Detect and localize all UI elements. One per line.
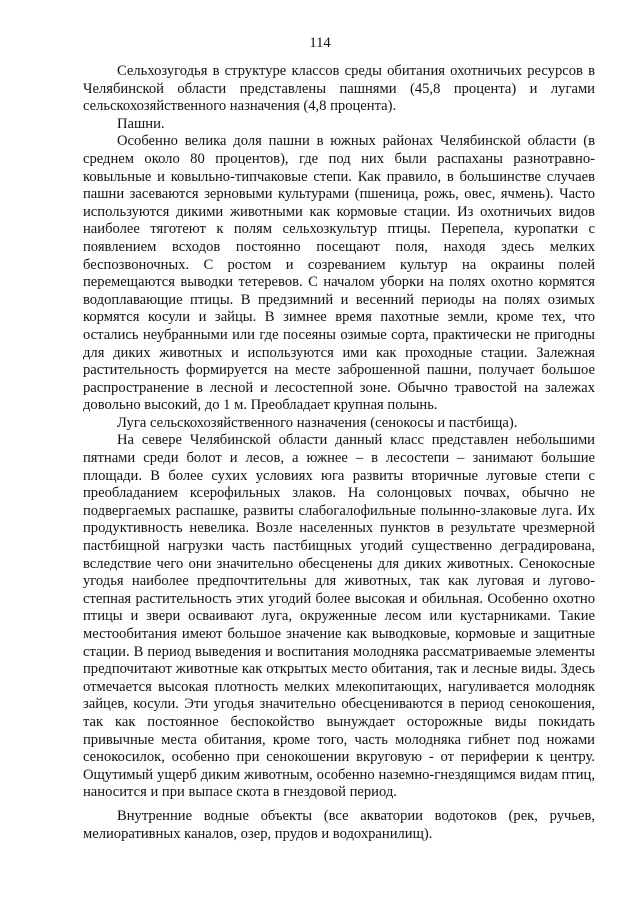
paragraph-meadows: На севере Челябинской области данный класс представлен небольшими пятнами среди болот и лесов, а южнее – в лесостепи – занимают большие площади. В более сухих условиях юга развиты вторичные луговые степи с преобладанием ксерофильных злаков. На солонцовых почвах, обычно не подвергаемых распашке, развиты слабогалофильные полынно-злаковые луга. Их продуктивность невелика. Возле населенных пунктов в результате чрезмерной пастбищной нагрузки часть пастбищных угодий существенно деградирована, вследствие чего они значительно обесценены для диких животных. Сенокосные угодья наиболее предпочтительны для животных, так как луговая и лугово-степная растительность этих угодий более высокая и обильная. Особенно охотно птицы и звери осваивают луга, окруженные лесом или кустарниками. Такие местообитания имеют большое значение как выводковые, кормовые и защитные стации. В период выведения и воспитания молодняка рассматриваемые элементы предпочитают животные как открытых место обитания, так и лесные виды. Здесь отмечается высокая плотность мелких млекопитающих, нагуливается молодняк зайцев, косули. Эти угодья значительно обесцениваются в период сенокошения, так как постоянное беспокойство вынуждает осторожные виды покидать привычные места обитания, кроме того, часть молодняка гибнет под ножами сенокосилок, особенно при сенокошении вкруговую - от периферии к центру. Ощутимый ущерб диким животным, особенно наземно-гнездящимся видам птиц, наносится и при выпасе скота в гнездовой период.	[83, 432, 595, 801]
paragraph-intro: Сельхозугодья в структуре классов среды обитания охотничьих ресурсов в Челябинской области представлены пашнями (45,8 процента) и лугами сельскохозяйственного назначения (4,8 процента).	[83, 63, 595, 115]
document-body	[83, 63, 595, 843]
paragraph-arable-land: Особенно велика доля пашни в южных районах Челябинской области (в среднем около 80 процентов), где под них были распаханы разнотравно-ковыльные и ковыльно-типчаковые степи. Как правило, в большинстве случаев пашни засеваются зерновыми культурами (пшеница, рожь, овес, ячмень). Часто используются дикими животными как кормовые стации. Из охотничьих видов наиболее тяготеют к полям сельхозкультур птицы. Перепела, куропатки с появлением всходов постоянно посещают поля, находя здесь мелких беспозвоночных. С ростом и созреванием культур на окраины полей перемещаются выводки тетеревов. С началом уборки на полях охотно кормятся водоплавающие птицы. В предзимний и весенний периоды на полях озимых кормятся косули и зайцы. В зимнее время пахотные земли, кроме тех, что остались неубранными или где посеяны озимые сорта, практически не пригодны для диких животных и используются ими как проходные стации. Залежная растительность формируется на месте заброшенной пашни, получает большое распространение в лесной и лесостепной зоне. Обычно травостой на залежах довольно высокий, до 1 м. Преобладает крупная полынь.	[83, 133, 595, 414]
heading-arable-land: Пашни.	[117, 115, 165, 132]
heading-meadows: Луга сельскохозяйственного назначения (сенокосы и пастбища).	[117, 414, 518, 431]
paragraph-inland-waters: Внутренние водные объекты (все акватории водотоков (рек, ручьев, мелиоративных каналов, озер, прудов и водохранилищ).	[83, 807, 595, 842]
page-number: 114	[309, 35, 331, 51]
